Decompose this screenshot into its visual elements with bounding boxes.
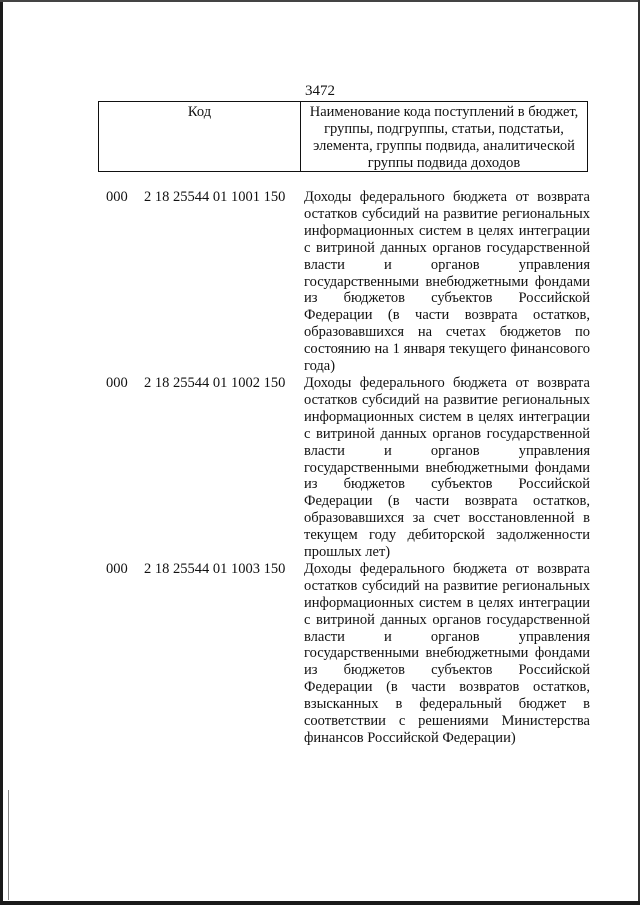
admin-code-cell: 000 [106,560,128,577]
table-row [98,561,594,747]
admin-code-cell: 000 [106,374,128,391]
description-cell: Доходы федерального бюджета от возврата остатков субсидий на развитие региональных информационных систем в целях интеграции с витриной данных органов государственной власти и органов управления государственными внебюджетными фондами из бюджетов субъектов Российской Федерации (в части возврата остатков, образовавшихся на счетах бюджетов по состоянию на 1 января текущего финансового года) [304,189,590,375]
header-name-column: Наименование кода поступлений в бюджет, группы, подгруппы, статьи, подстатьи, элемента, группы подвида, аналитической группы подвида доходов [309,104,579,171]
page-number: 3472 [305,83,335,99]
table-row [98,189,594,375]
table-body [98,189,594,747]
scan-edge-left [0,0,3,905]
income-code-cell: 2 18 25544 01 1003 150 [144,560,286,577]
table-row [98,375,594,561]
scan-edge-bottom [0,901,640,905]
header-code-column: Код [99,102,301,171]
income-code-cell: 2 18 25544 01 1002 150 [144,374,286,391]
scan-edge-top [0,0,640,2]
admin-code-cell: 000 [106,189,128,205]
scan-artifact-line [8,790,9,900]
income-code-cell: 2 18 25544 01 1001 150 [144,189,286,205]
table-header [98,101,588,172]
description-cell: Доходы федерального бюджета от возврата остатков субсидий на развитие региональных информационных систем в целях интеграции с витриной данных органов государственной власти и органов управления государственными внебюджетными фондами из бюджетов субъектов Российской Федерации (в части возвратов остатков, взысканных в федеральный бюджет в соответствии с решениями Министерства финансов Российской Федерации) [304,560,590,746]
description-cell: Доходы федерального бюджета от возврата остатков субсидий на развитие региональных информационных систем в целях интеграции с витриной данных органов государственной власти и органов управления государственными внебюджетными фондами из бюджетов субъектов Российской Федерации (в части возврата остатков, образовавшихся за счет восстановленной в текущем году дебиторской задолженности прошлых лет) [304,374,590,561]
